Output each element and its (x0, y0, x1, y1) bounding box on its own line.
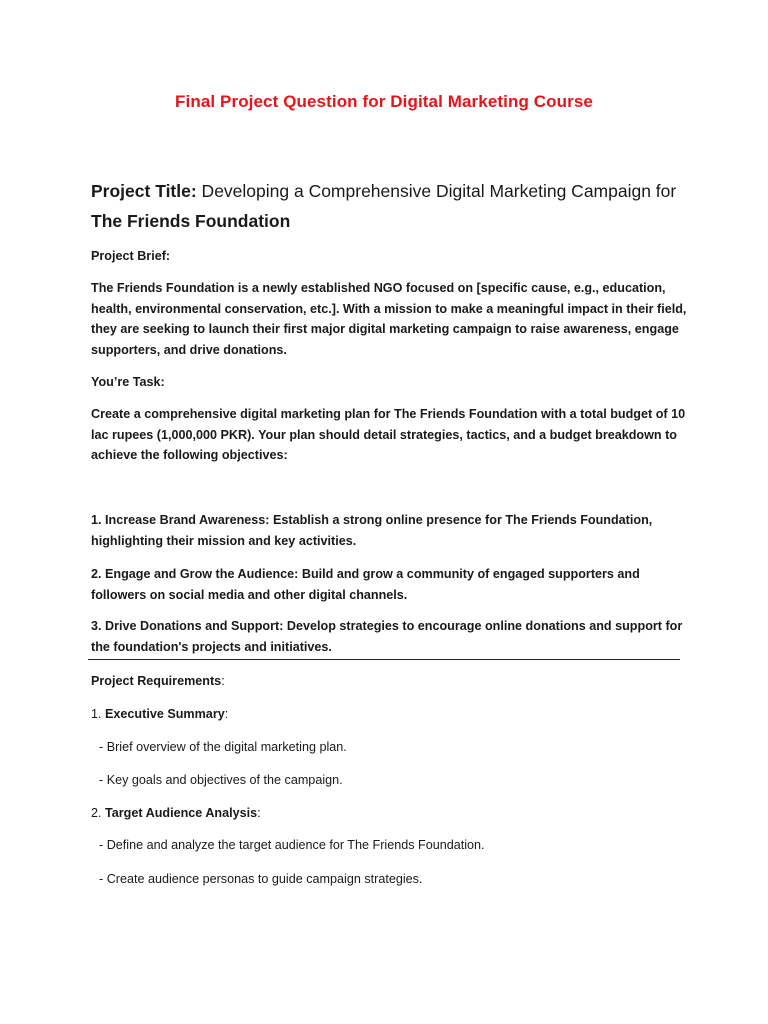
objective-3: 3. Drive Donations and Support: Develop strategies to encourage online donations and support for the foundation's projects and initiatives. (91, 619, 683, 654)
requirement-1-item-2: - Key goals and objectives of the campaign. (99, 773, 343, 787)
requirements-heading-colon: : (221, 674, 225, 688)
requirement-2-item-1: - Define and analyze the target audience for The Friends Foundation. (99, 838, 485, 852)
requirements-heading-text: Project Requirements (91, 674, 222, 688)
project-brief-heading: Project Brief: (91, 249, 171, 263)
project-title-text: Developing a Comprehensive Digital Marketing Campaign for (196, 181, 677, 201)
requirement-1-number: 1. (91, 707, 106, 721)
project-title-label: Project Title: (91, 181, 197, 201)
objective-2: 2. Engage and Grow the Audience: Build and grow a community of engaged supporters and followers on social media and other digital channels. (91, 567, 640, 602)
task-heading: You’re Task: (91, 375, 165, 389)
requirement-2-title (91, 803, 691, 823)
requirement-2-title-text: Target Audience Analysis (105, 806, 258, 820)
project-title (91, 176, 691, 236)
requirement-1-item-1: - Brief overview of the digital marketing plan. (99, 740, 347, 754)
objective-1: 1. Increase Brand Awareness: Establish a strong online presence for The Friends Foundation, highlighting their mission and key activities. (91, 513, 653, 548)
project-title-org: The Friends Foundation (91, 211, 291, 231)
requirement-2-colon: : (257, 806, 261, 820)
requirement-1-title-text: Executive Summary (105, 707, 225, 721)
requirement-2-item-2: - Create audience personas to guide campaign strategies. (99, 872, 423, 886)
document-title: Final Project Question for Digital Marketing Course (175, 92, 593, 111)
requirement-2-number: 2. (91, 806, 106, 820)
task-paragraph: Create a comprehensive digital marketing plan for The Friends Foundation with a total budget of 10 lac rupees (1,000,000 PKR). Your plan should detail strategies, tactics, and a budget breakdown to achieve the following objectives: (91, 407, 686, 462)
section-divider (88, 659, 680, 660)
requirement-1-colon: : (224, 707, 229, 721)
project-brief-paragraph: The Friends Foundation is a newly established NGO focused on [specific cause, e.g., education, health, environmental conservation, etc.]. With a mission to make a meaningful impact in their field, they are seeking to launch their first major digital marketing campaign to raise awareness, engage supporters, and drive donations. (91, 281, 687, 357)
requirements-heading (91, 671, 691, 691)
requirement-1-title (91, 704, 691, 724)
